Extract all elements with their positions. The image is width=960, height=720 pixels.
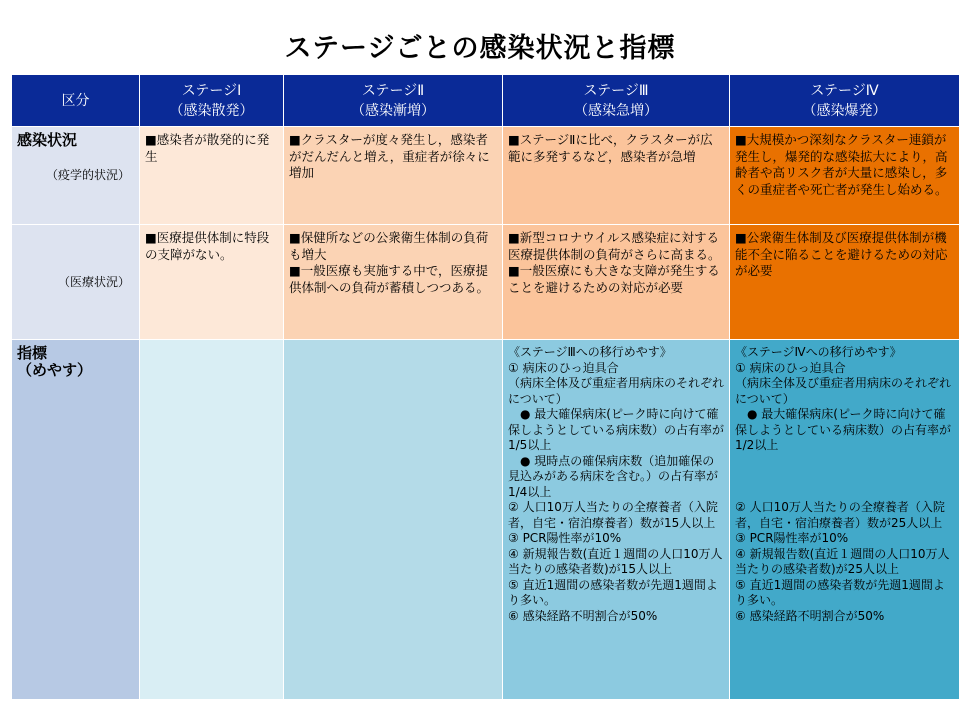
header-stage-4: ステージⅣ （感染爆発） <box>730 75 960 127</box>
indicator-stage-1 <box>140 340 284 700</box>
medical-row <box>12 225 960 340</box>
epidemic-stage-1: ■感染者が散発的に発生 <box>140 127 284 225</box>
header-stage-1: ステージⅠ （感染散発） <box>140 75 284 127</box>
header-stage-3: ステージⅢ （感染急増） <box>503 75 730 127</box>
indicator-stage-4: 《ステージⅣへの移行めやす》 ① 病床のひっ迫具合 （病床全体及び重症者用病床のそれぞれについて） ● 最大確保病床(ピーク時に向けて確保しようとしている病床数）の占有率が1/2以上 ② 人口10万人当たりの全療養者（入院者，自宅・宿泊療養者）数が25人以上 ③ PCR陽性率が10% ④ 新規報告数(直近１週間の人口10万人当たりの感染者数)が25人以上 ⑤ 直近1週間の感染者数が先週1週間より多い。 ⑥ 感染経路不明割合が50% <box>730 340 960 700</box>
epidemic-stage-4: ■大規模かつ深刻なクラスター連鎖が発生し，爆発的な感染拡大により，高齢者や高リスク者が大量に感染し，多くの重症者や死亡者が発生し始める。 <box>730 127 960 225</box>
medical-stage-1: ■医療提供体制に特段の支障がない。 <box>140 225 284 340</box>
medical-sublabel: （医療状況） <box>57 275 130 289</box>
header-stage-2: ステージⅡ （感染漸増） <box>284 75 503 127</box>
epidemic-sublabel: （疫学的状況） <box>45 167 130 182</box>
page-title: ステージごとの感染状況と指標 <box>284 33 676 64</box>
epidemic-stage-2: ■クラスターが度々発生し，感染者がだんだんと増え，重症者が徐々に増加 <box>284 127 503 225</box>
epidemic-label: 感染状況 <box>17 131 78 149</box>
indicator-label-cell <box>12 340 140 700</box>
indicator-stage-2 <box>284 340 503 700</box>
header-row <box>12 75 960 127</box>
medical-stage-3: ■新型コロナウイルス感染症に対する医療提供体制の負荷がさらに高まる。 ■一般医療にも大きな支障が発生することを避けるための対応が必要 <box>503 225 730 340</box>
medical-label-cell <box>12 225 140 340</box>
medical-stage-4: ■公衆衛生体制及び医療提供体制が機能不全に陥ることを避けるための対応が必要 <box>730 225 960 340</box>
header-category: 区分 <box>12 75 140 127</box>
epidemic-label-cell <box>12 127 140 225</box>
stage-table <box>11 74 960 700</box>
indicator-row <box>12 340 960 700</box>
medical-stage-2: ■保健所などの公衆衛生体制の負荷も増大 ■一般医療も実施する中で，医療提供体制への負荷が蓄積しつつある。 <box>284 225 503 340</box>
indicator-label-2: （めやす） <box>17 360 93 379</box>
indicator-stage-3: 《ステージⅢへの移行めやす》 ① 病床のひっ迫具合 （病床全体及び重症者用病床のそれぞれについて） ● 最大確保病床(ピーク時に向けて確保しようとしている病床数）の占有率が1/5以上 ● 現時点の確保病床数（追加確保の見込みがある病床を含む。）の占有率が1/4以上 ② 人口10万人当たりの全療養者（入院者，自宅・宿泊療養者）数が15人以上 ③ PCR陽性率が10% ④ 新規報告数(直近１週間の人口10万人当たりの感染者数)が15人以上 ⑤ 直近1週間の感染者数が先週1週間より多い。 ⑥ 感染経路不明割合が50% <box>503 340 730 700</box>
indicator-label: 指標 <box>17 344 48 362</box>
epidemic-stage-3: ■ステージⅡに比べ，クラスターが広範に多発するなど，感染者が急増 <box>503 127 730 225</box>
epidemic-row <box>12 127 960 225</box>
